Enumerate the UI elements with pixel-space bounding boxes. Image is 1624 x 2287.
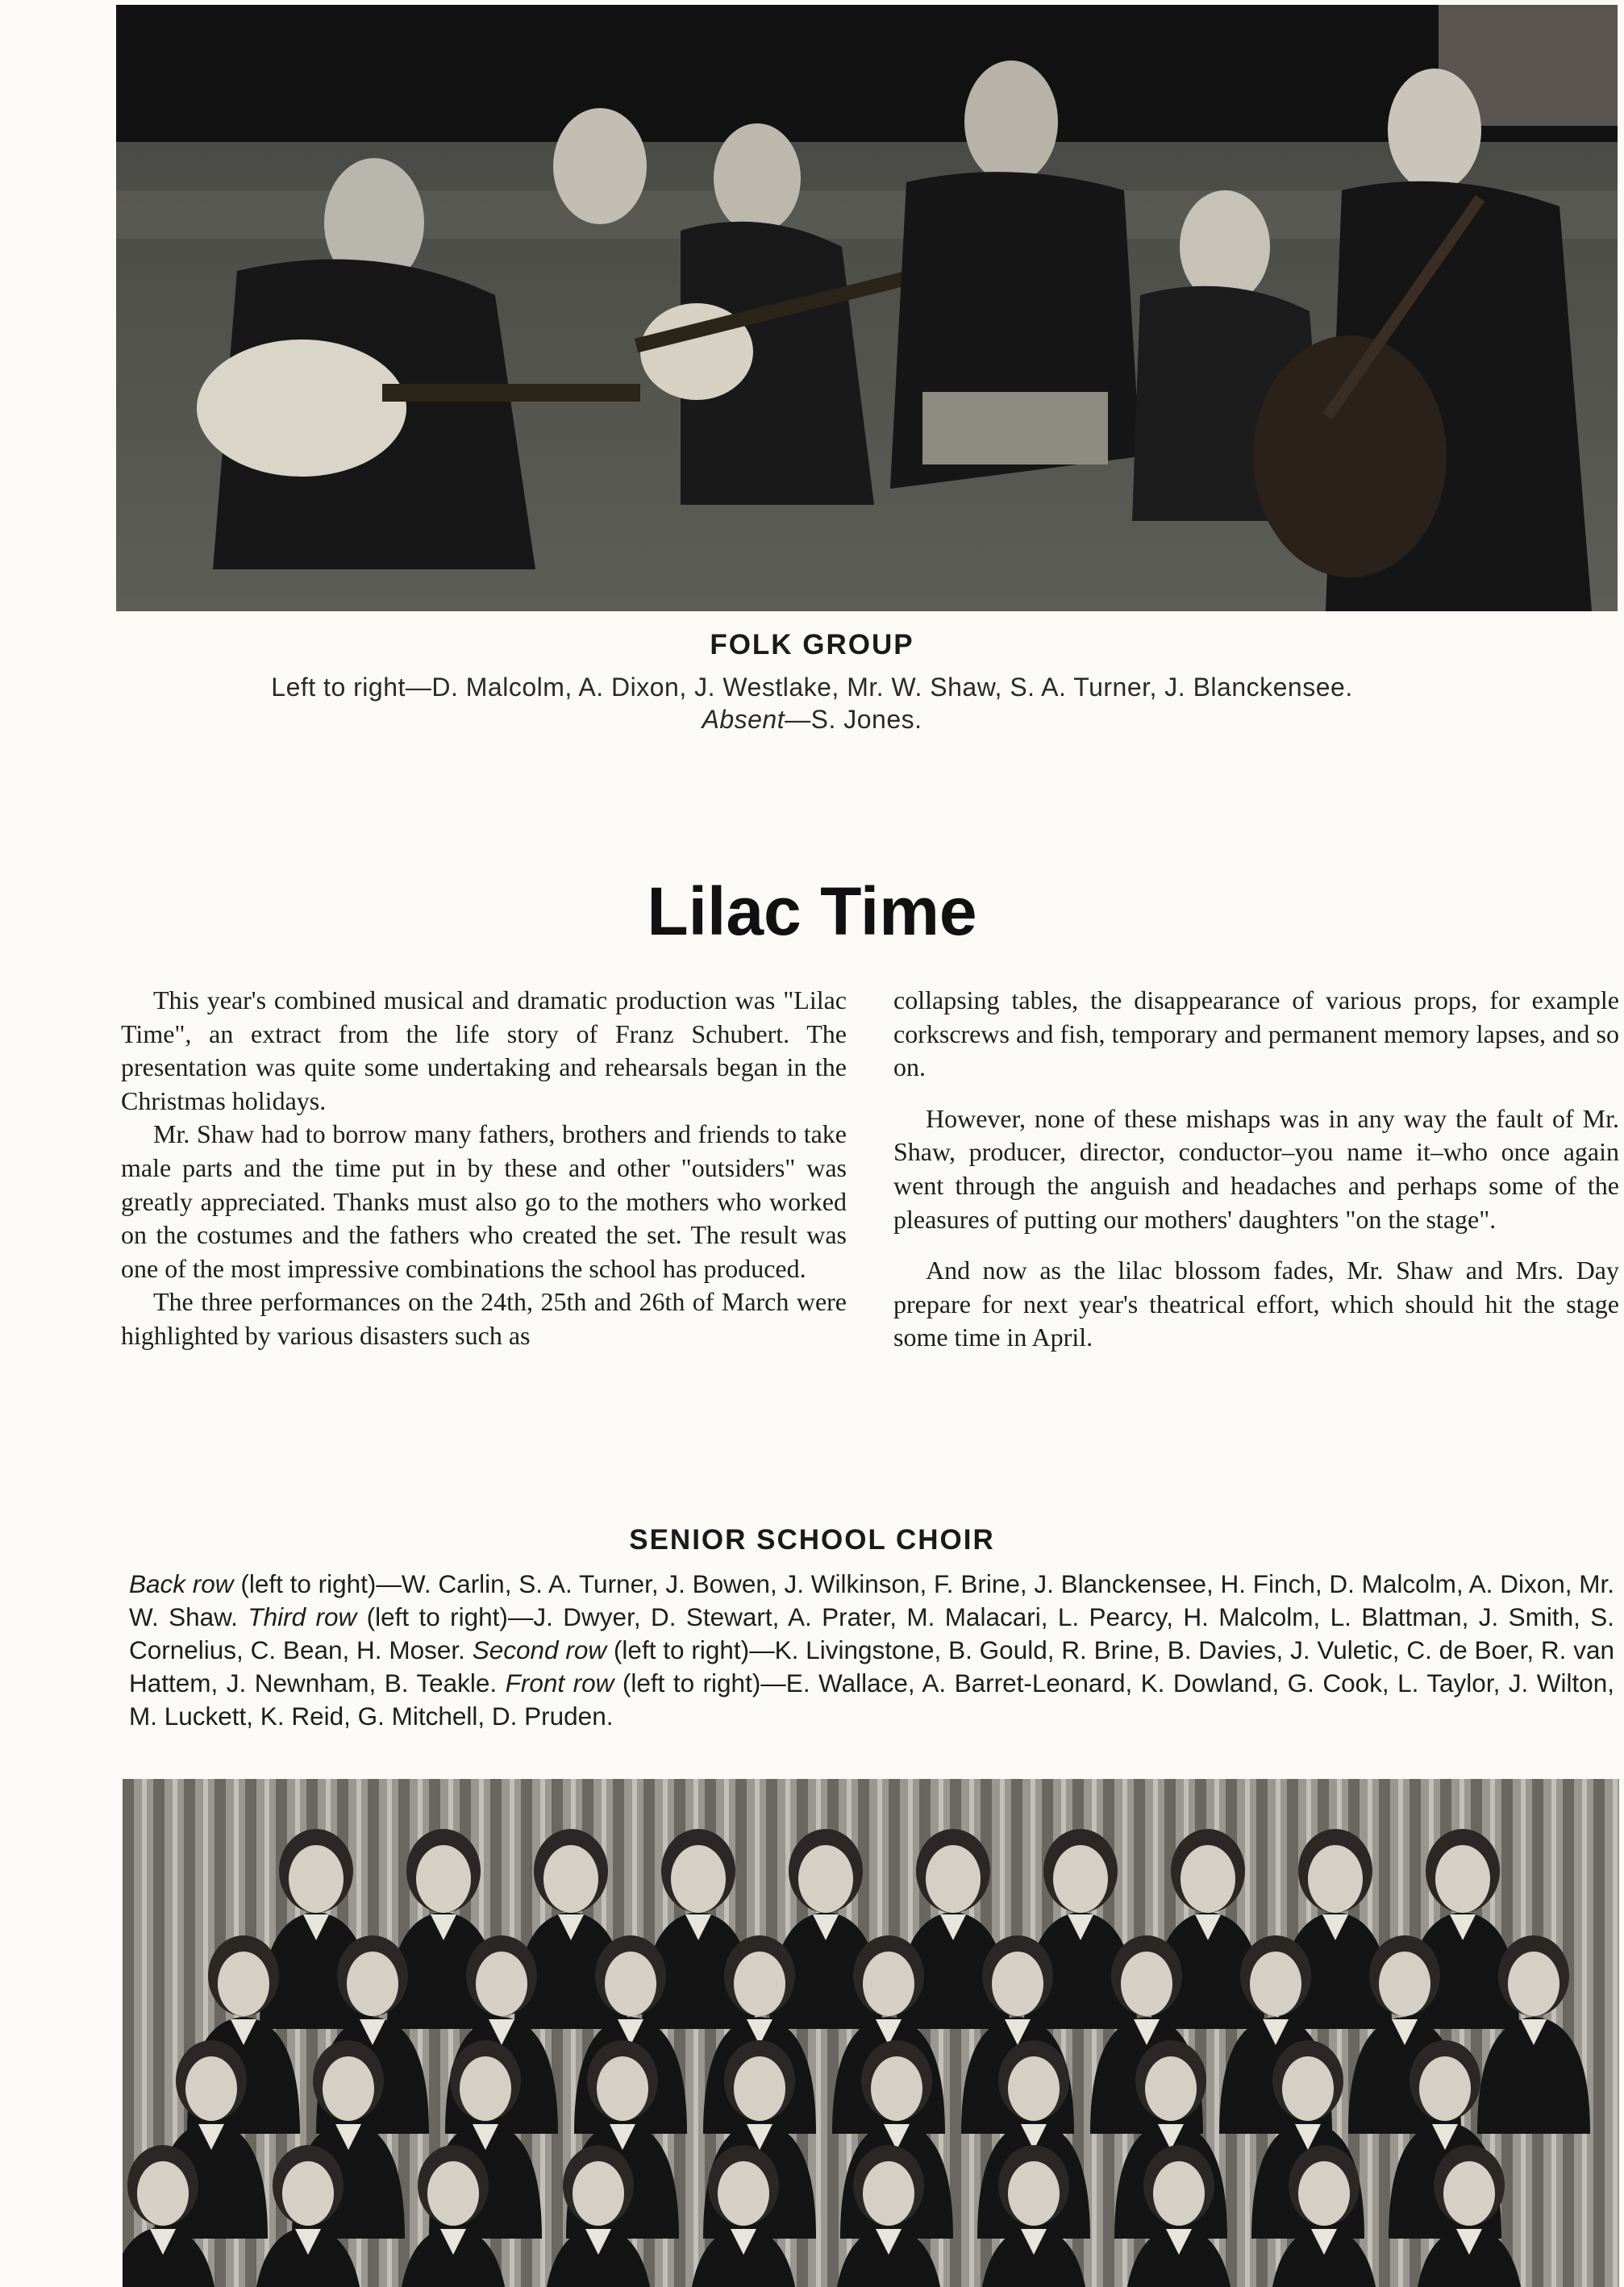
article-paragraph: Mr. Shaw had to borrow many fathers, brothers and friends to take male parts and the time put in by these and other "outsiders" was greatly appreciated. Thanks must also go to the mothers who worked on the costumes and the fathers who created the set. The result was one of the most impressive combinations the school has produced.: [121, 1119, 847, 1283]
choir-front-row-label: Front row: [505, 1668, 614, 1698]
folk-group-photo: [116, 5, 1618, 611]
choir-photo: [123, 1779, 1619, 2287]
choir-back-row-label: Back row: [129, 1569, 234, 1598]
article-paragraph: The three performances on the 24th, 25th and 26th of March were highlighted by various disasters such as: [121, 1287, 847, 1350]
folk-group-absent-label: Absent: [702, 705, 785, 734]
choir-title: SENIOR SCHOOL CHOIR: [629, 1524, 995, 1556]
choir-names: [129, 1568, 1614, 1733]
article-paragraph: collapsing tables, the disappearance of various props, for example corkscrews and fish, temporary and permanent memory lapses, and so on.: [893, 985, 1619, 1082]
folk-group-absent-names: —S. Jones.: [785, 705, 922, 734]
choir-second-row-label: Second row: [472, 1635, 607, 1664]
choir-second-row-names: (left to right)—K. Livingstone, B. Gould, R. Brine, B. Davies, J. Vuletic, C. de Boer, R. van Hattem, J. Newnham, B. Teakle.: [129, 1635, 1614, 1698]
folk-group-absent: [0, 705, 1624, 735]
folk-group-names-list: D. Malcolm, A. Dixon, J. Westlake, Mr. W. Shaw, S. A. Turner, J. Blanckensee.: [431, 673, 1353, 702]
article-paragraph: And now as the lilac blossom fades, Mr. Shaw and Mrs. Day prepare for next year's theatrical effort, which should hit the stage some time in April.: [893, 1256, 1619, 1352]
article-paragraph: However, none of these mishaps was in any way the fault of Mr. Shaw, producer, director, conductor–you name it–who once again went through the anguish and headaches and perhaps some of the pleasures of putting our mothers' daughters "on the stage".: [893, 1103, 1619, 1234]
folk-group-names-prefix: Left to right—: [271, 673, 432, 702]
choir-third-row-label: Third row: [248, 1602, 357, 1631]
article-left-column: [121, 984, 847, 1353]
article-paragraph: This year's combined musical and dramatic production was "Lilac Time", an extract from the life story of Franz Schubert. The presentation was quite some undertaking and rehearsals began in the Christmas holidays.: [121, 985, 847, 1115]
article-right-column: [893, 984, 1619, 1373]
choir-third-row-names: (left to right)—J. Dwyer, D. Stewart, A. Prater, M. Malacari, L. Pearcy, H. Malcolm, L. Blattman, J. Smith, S. Cornelius, C. Bean, H. Moser.: [129, 1602, 1614, 1664]
choir-front-row-names: (left to right)—E. Wallace, A. Barret-Leonard, K. Dowland, G. Cook, L. Taylor, J. Wilton, M. Luckett, K. Reid, G. Mitchell, D. Pruden.: [129, 1668, 1615, 1731]
folk-group-title: FOLK GROUP: [710, 629, 914, 660]
article-title: Lilac Time: [647, 873, 977, 949]
folk-group-names: [0, 673, 1624, 702]
choir-back-row-names: (left to right)—W. Carlin, S. A. Turner, J. Bowen, J. Wilkinson, F. Brine, J. Blanckensee, H. Finch, D. Malcolm, A. Dixon, Mr. W. Shaw.: [129, 1569, 1614, 1631]
